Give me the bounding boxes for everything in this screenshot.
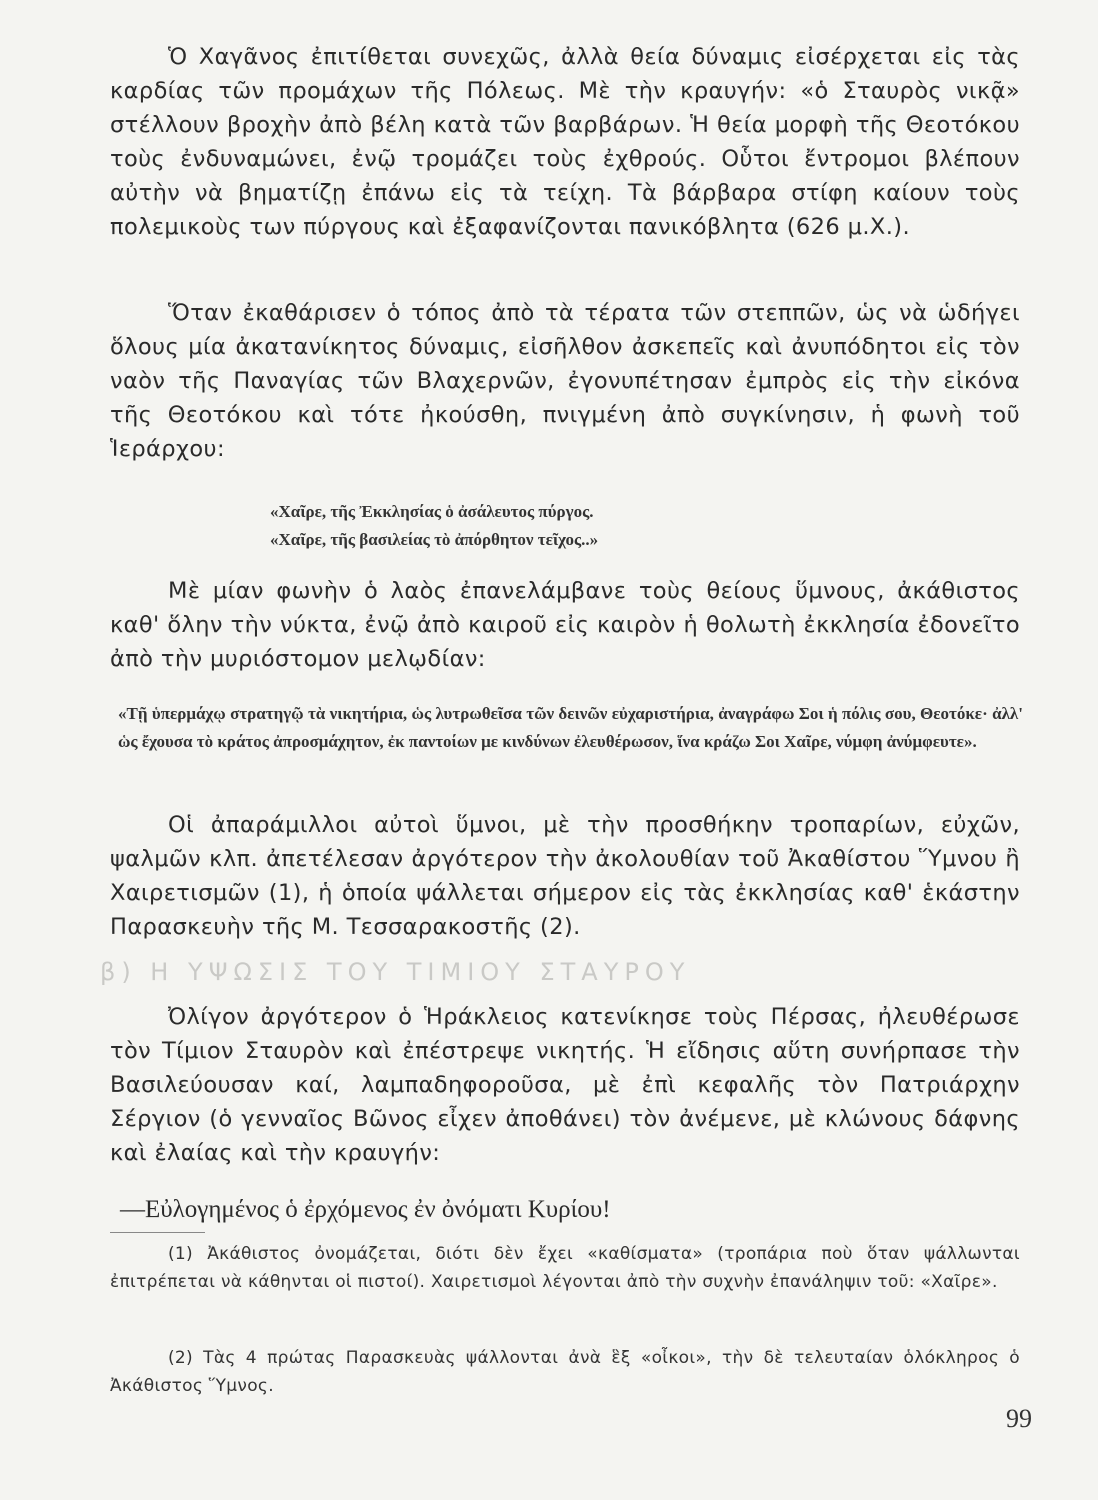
- page-number: 99: [1006, 1404, 1032, 1433]
- footnote-2: (2) Τὰς 4 πρώτας Παρασκευὰς ψάλλονται ἀνὰ ἓξ «οἶκοι», τὴν δὲ τελευταίαν ὁλόκληρος ὁ Ἀκάθιστος Ὕμνος.: [110, 1348, 1020, 1396]
- paragraph-akathist-night: Μὲ μίαν φωνὴν ὁ λαὸς ἐπανελάμβανε τοὺς θείους ὕμνους, ἀκάθιστος καθ' ὅλην τὴν νύκτα, ἐνῷ ἀπὸ καιροῦ εἰς καιρὸν ἡ θολωτὴ ἐκκλησία ἐδονεῖτο ἀπὸ τὴν μυριόστομον μελῳδίαν:: [110, 578, 1020, 672]
- footnote-separator: [110, 1232, 205, 1233]
- paragraph-heraclius: Ὀλίγον ἀργότερον ὁ Ἡράκλειος κατενίκησε τοὺς Πέρσας, ἠλευθέρωσε τὸν Τίμιον Σταυρὸν καὶ ἐπέστρεψε νικητής. Ἡ εἴδησις αὕτη συνήρπασε τὴν Βασιλεύουσαν καί, λαμπαδηφοροῦσα, μὲ ἐπὶ κεφαλῆς τὸν Πατριάρχην Σέργιον (ὁ γενναῖος Βῶνος εἶχεν ἀποθάνει) τὸν ἀνέμενε, μὲ κλώνους δάφνης καὶ ἐλαίας καὶ τὴν κραυγήν:: [110, 1004, 1020, 1166]
- paragraph-blachernae: Ὅταν ἐκαθάρισεν ὁ τόπος ἀπὸ τὰ τέρατα τῶν στεππῶν, ὡς νὰ ὡδήγει ὅλους μία ἀκατανίκητος δύναμις, εἰσῆλθον ἀσκεπεῖς καὶ ἀνυπόδητοι εἰς τὸν ναὸν τῆς Παναγίας τῶν Βλαχερνῶν, ἐγονυπέτησαν ἐμπρὸς εἰς τὴν εἰκόνα τῆς Θεοτόκου καὶ τότε ἠκούσθη, πνιγμένη ἀπὸ συγκίνησιν, ἡ φωνὴ τοῦ Ἱεράρχου:: [110, 300, 1020, 462]
- hymn-line: «Χαῖρε, τῆς Ἐκκλησίας ὁ ἀσάλευτος πύργος.: [270, 502, 594, 521]
- section-heading-faded: β) Η ΥΨΩΣΙΣ ΤΟΥ ΤΙΜΙΟΥ ΣΤΑΥΡΟΥ: [100, 958, 691, 986]
- hymn-chaire: [270, 498, 830, 554]
- hymn-line: «Χαῖρε, τῆς βασιλείας τὸ ἀπόρθητον τεῖχος..»: [270, 530, 599, 549]
- paragraph-akathist-service: Οἱ ἀπαράμιλλοι αὐτοὶ ὕμνοι, μὲ τὴν προσθήκην τροπαρίων, εὐχῶν, ψαλμῶν κλπ. ἀπετέλεσαν ἀργότερον τὴν ἀκολουθίαν τοῦ Ἀκαθίστου Ὕμνου ἢ Χαιρετισμῶν (1), ἡ ὁποία ψάλλεται σήμερον εἰς τὰς ἐκκλησίας καθ' ἑκάστην Παρασκευὴν τῆς Μ. Τεσσαρακοστῆς (2).: [110, 812, 1020, 940]
- hymn-kontakion: «Τῇ ὑπερμάχῳ στρατηγῷ τὰ νικητήρια, ὡς λυτρωθεῖσα τῶν δεινῶν εὐχαριστήρια, ἀναγράφω Σοι ἡ πόλις σου, Θεοτόκε· ἀλλ' ὡς ἔχουσα τὸ κράτος ἀπροσμάχητον, ἐκ παντοίων με κινδύνων ἐλευθέρωσον, ἵνα κράζω Σοι Χαῖρε, νύμφη ἀνύμφευτε».: [118, 704, 1023, 751]
- paragraph-avar-siege: Ὁ Χαγᾶνος ἐπιτίθεται συνεχῶς, ἀλλὰ θεία δύναμις εἰσέρχεται εἰς τὰς καρδίας τῶν προμάχων τῆς Πόλεως. Μὲ τὴν κραυγήν: «ὁ Σταυρὸς νικᾷ» στέλλουν βροχὴν ἀπὸ βέλη κατὰ τῶν βαρβάρων. Ἡ θεία μορφὴ τῆς Θεοτόκου τοὺς ἐνδυναμώνει, ἐνῷ τρομάζει τοὺς ἐχθρούς. Οὗτοι ἔντρομοι βλέπουν αὐτὴν νὰ βηματίζῃ ἐπάνω εἰς τὰ τείχη. Τὰ βάρβαρα στίφη καίουν τοὺς πολεμικοὺς των πύργους καὶ ἐξαφανίζονται πανικόβλητα (626 μ.Χ.).: [110, 44, 1020, 240]
- footnote-1: (1) Ἀκάθιστος ὀνομάζεται, διότι δὲν ἔχει «καθίσματα» (τροπάρια ποὺ ὅταν ψάλλωνται ἐπιτρέπεται νὰ κάθηνται οἱ πιστοί). Χαιρετισμοὶ λέγονται ἀπὸ τὴν συχνὴν ἐπανάληψιν τοῦ: «Χαῖρε».: [110, 1244, 1020, 1292]
- acclamation: —Εὐλογημένος ὁ ἐρχόμενος ἐν ὀνόματι Κυρίου!: [120, 1196, 611, 1223]
